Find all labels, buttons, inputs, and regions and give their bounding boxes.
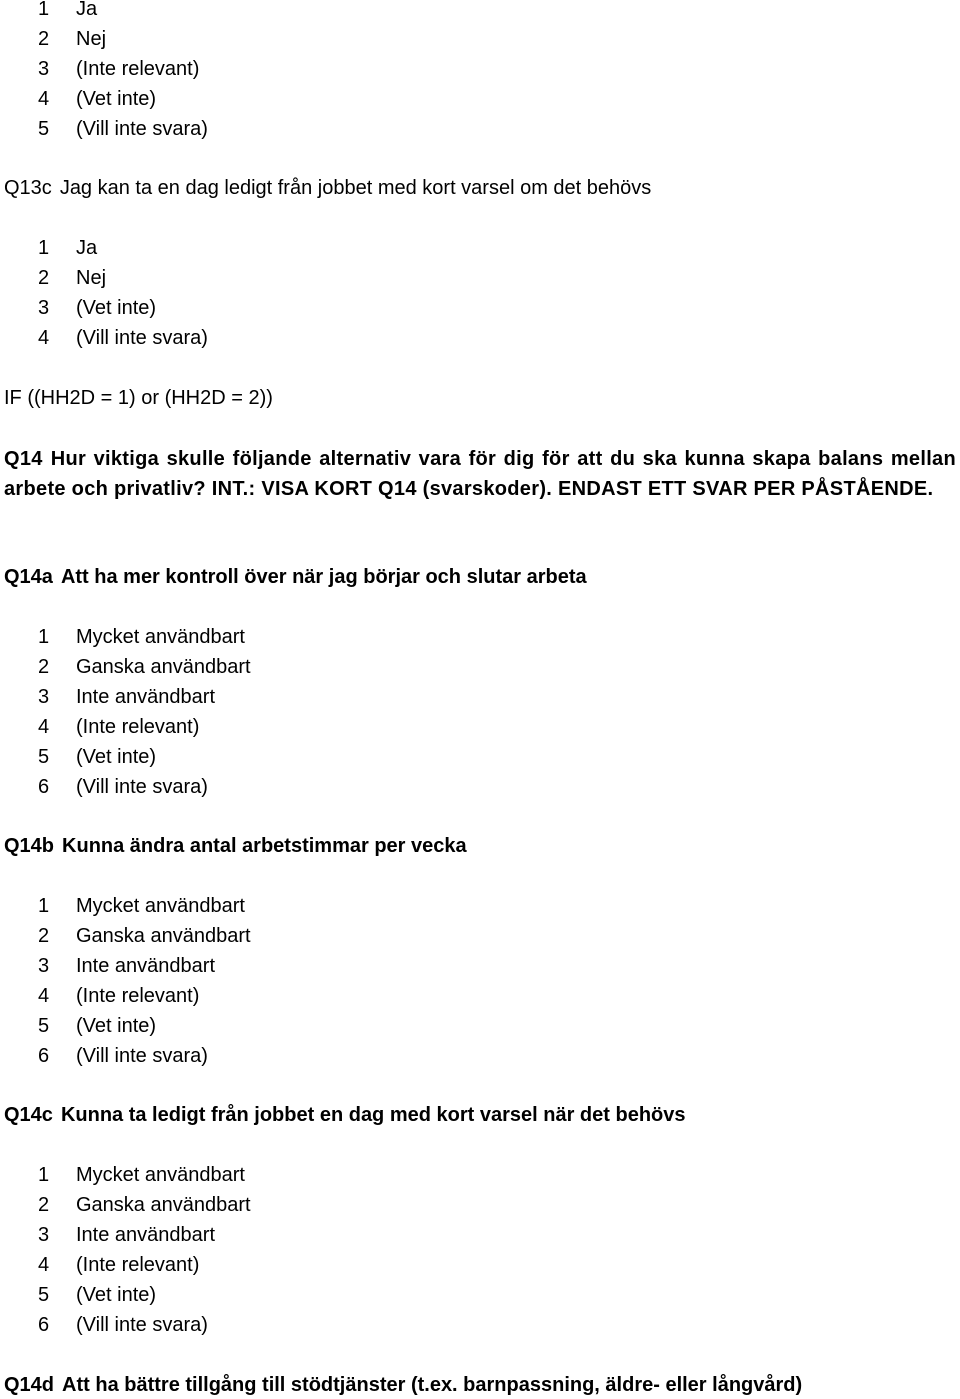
skip-condition: IF ((HH2D = 1) or (HH2D = 2)): [4, 387, 273, 409]
option-label: Ja: [76, 0, 98, 20]
option-label: Ganska användbart: [76, 1194, 251, 1216]
option-number: 4: [38, 716, 50, 738]
option-number: 4: [38, 88, 50, 110]
question-q14a: [4, 565, 587, 589]
option-label: (Vet inte): [76, 1015, 157, 1037]
question-text: Att ha mer kontroll över när jag börjar och slutar arbeta: [60, 566, 587, 588]
question-id: Q13c: [4, 177, 52, 199]
option-number: 3: [38, 686, 50, 708]
option-number: 4: [38, 327, 50, 349]
option-label: (Vill inte svara): [76, 327, 208, 349]
option-number: 3: [38, 955, 50, 977]
question-id: Q14b: [4, 835, 55, 857]
option-number: 2: [38, 28, 50, 50]
question-id: Q14d: [4, 1374, 55, 1396]
option-label: (Vill inte svara): [76, 1314, 208, 1336]
question-text: Kunna ändra antal arbetstimmar per vecka: [62, 835, 467, 857]
question-id: Q14c: [4, 1104, 53, 1126]
option-number: 5: [38, 1284, 50, 1306]
option-label: Inte användbart: [76, 686, 215, 708]
option-number: 2: [38, 925, 50, 947]
option-label: (Vet inte): [76, 1284, 157, 1306]
option-label: (Vet inte): [76, 297, 157, 319]
option-label: Mycket användbart: [76, 626, 245, 648]
option-number: 3: [38, 58, 50, 80]
option-number: 5: [38, 118, 50, 140]
option-label: Inte användbart: [76, 1224, 215, 1246]
question-text: Hur viktiga skulle följande alternativ vara för dig för att du ska kunna skapa balans mellan arbete och privatliv? INT.: VISA KORT Q14 (svarskoder). ENDAST ETT SVAR PER PÅSTÅENDE.: [4, 448, 956, 500]
option-number: 1: [38, 0, 50, 20]
option-label: Nej: [76, 28, 107, 50]
option-label: Ganska användbart: [76, 656, 251, 678]
option-label: Ganska användbart: [76, 925, 251, 947]
option-label: (Inte relevant): [76, 1254, 200, 1276]
option-number: 2: [38, 656, 50, 678]
option-number: 1: [38, 626, 50, 648]
question-id: Q14a: [4, 566, 53, 588]
option-number: 6: [38, 776, 50, 798]
option-number: 2: [38, 267, 50, 289]
option-number: 5: [38, 746, 50, 768]
option-number: 5: [38, 1015, 50, 1037]
option-label: (Inte relevant): [76, 985, 200, 1007]
option-number: 3: [38, 297, 50, 319]
question-q13c: [4, 176, 651, 200]
question-q14c: [4, 1103, 686, 1127]
question-text: Kunna ta ledigt från jobbet en dag med kort varsel när det behövs: [60, 1104, 686, 1126]
option-number: 6: [38, 1314, 50, 1336]
option-label: Inte användbart: [76, 955, 215, 977]
option-label: Nej: [76, 267, 107, 289]
option-label: (Vill inte svara): [76, 118, 208, 140]
option-number: 2: [38, 1194, 50, 1216]
option-label: (Inte relevant): [76, 716, 200, 738]
option-label: (Vill inte svara): [76, 776, 208, 798]
question-q14b: [4, 834, 467, 858]
option-number: 1: [38, 1164, 50, 1186]
question-q14d: [4, 1373, 802, 1397]
option-number: 4: [38, 985, 50, 1007]
question-text: Att ha bättre tillgång till stödtjänster (t.ex. barnpassning, äldre- eller långvård): [62, 1374, 803, 1396]
option-label: (Vet inte): [76, 746, 157, 768]
option-label: (Inte relevant): [76, 58, 200, 80]
option-number: 1: [38, 237, 50, 259]
question-text: Jag kan ta en dag ledigt från jobbet med kort varsel om det behövs: [59, 177, 652, 199]
option-label: (Vill inte svara): [76, 1045, 208, 1067]
option-number: 1: [38, 895, 50, 917]
option-number: 4: [38, 1254, 50, 1276]
option-label: Ja: [76, 237, 98, 259]
question-id: Q14: [4, 448, 43, 470]
option-label: Mycket användbart: [76, 895, 245, 917]
option-number: 6: [38, 1045, 50, 1067]
option-number: 3: [38, 1224, 50, 1246]
question-q14: [4, 444, 956, 504]
option-label: (Vet inte): [76, 88, 157, 110]
option-label: Mycket användbart: [76, 1164, 245, 1186]
